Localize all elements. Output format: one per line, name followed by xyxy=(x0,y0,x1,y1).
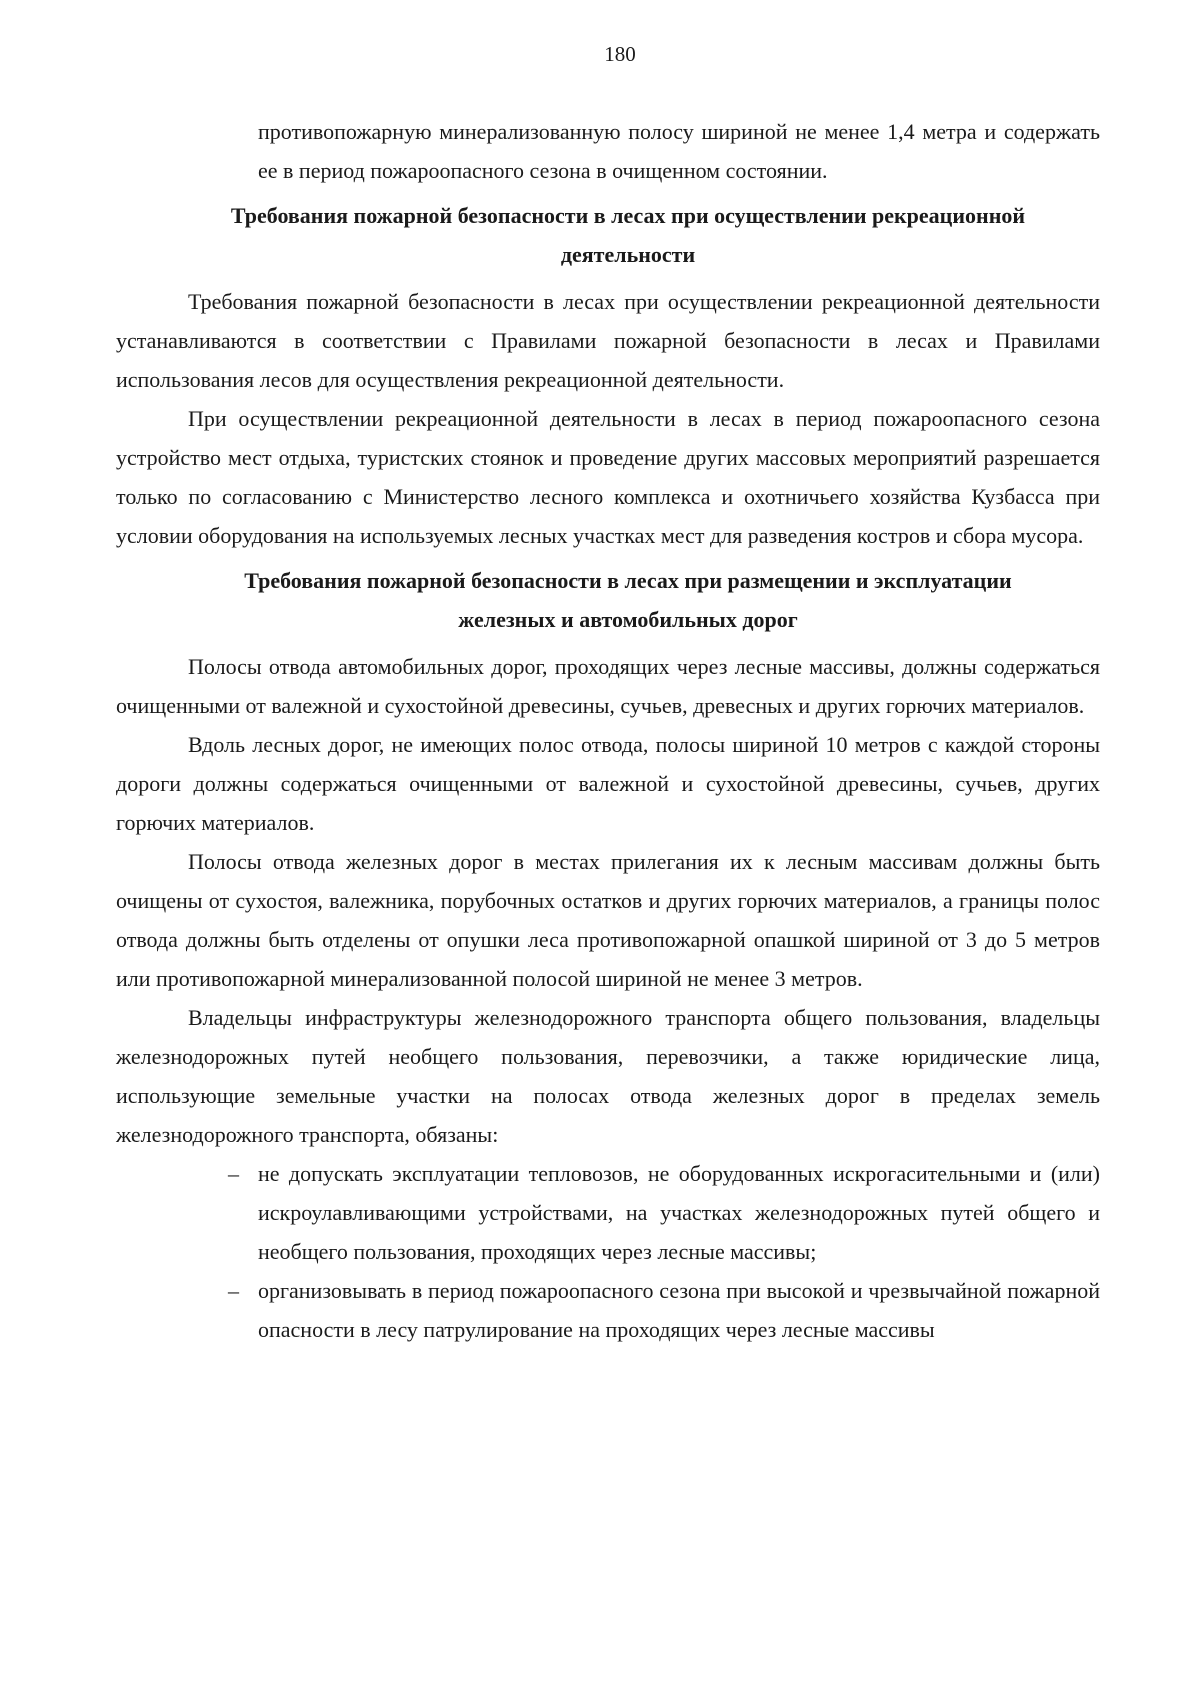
list-item-text: не допускать эксплуатации тепловозов, не оборудованных искрогасительными и (или) искроулавливающими устройствами, на участках железнодорожных путей общего и необщего пользования, проходящих через лесные массивы; xyxy=(258,1161,1100,1264)
paragraph: Полосы отвода железных дорог в местах прилегания их к лесным массивам должны быть очищены от сухостоя, валежника, порубочных остатков и других горючих материалов, а границы полос отвода должны быть отделены от опушки леса противопожарной опашкой шириной от 3 до 5 метров или противопожарной минерализованной полосой шириной не менее 3 метров. xyxy=(116,849,1100,991)
section-heading-line: железных и автомобильных дорог xyxy=(458,607,798,632)
page-content xyxy=(116,112,1100,1349)
list-item xyxy=(116,1154,1100,1271)
paragraph: Вдоль лесных дорог, не имеющих полос отвода, полосы шириной 10 метров с каждой стороны дороги должны содержаться очищенными от валежной и сухостойной древесины, сучьев, других горючих материалов. xyxy=(116,732,1100,835)
paragraph: Полосы отвода автомобильных дорог, проходящих через лесные массивы, должны содержаться очищенными от валежной и сухостойной древесины, сучьев, древесных и других горючих материалов. xyxy=(116,654,1100,718)
section-heading-line: деятельности xyxy=(560,242,696,267)
page-number: 180 xyxy=(604,42,636,66)
list-item-text: организовывать в период пожароопасного сезона при высокой и чрезвычайной пожарной опасности в лесу патрулирование на проходящих через лесные массивы xyxy=(258,1278,1100,1342)
section-heading-line: Требования пожарной безопасности в лесах при размещении и эксплуатации xyxy=(244,568,1012,593)
list-marker: – xyxy=(228,1278,239,1303)
paragraph: Требования пожарной безопасности в лесах при осуществлении рекреационной деятельности устанавливаются в соответствии с Правилами пожарной безопасности в лесах и Правилами использования лесов для осуществления рекреационной деятельности. xyxy=(116,289,1100,392)
continuation-paragraph: противопожарную минерализованную полосу шириной не менее 1,4 метра и содержать ее в период пожароопасного сезона в очищенном состоянии. xyxy=(258,119,1100,183)
list-item xyxy=(116,1271,1100,1349)
section-heading-roads xyxy=(116,561,1100,639)
paragraph: Владельцы инфраструктуры железнодорожного транспорта общего пользования, владельцы железнодорожных путей необщего пользования, перевозчики, а также юридические лица, использующие земельные участки на полосах отвода железных дорог в пределах земель железнодорожного транспорта, обязаны: xyxy=(116,1005,1100,1147)
section-heading-recreation xyxy=(116,196,1100,274)
paragraph: При осуществлении рекреационной деятельности в лесах в период пожароопасного сезона устройство мест отдыха, туристских стоянок и проведение других массовых мероприятий разрешается только по согласованию с Министерство лесного комплекса и охотничьего хозяйства Кузбасса при условии оборудования на используемых лесных участках мест для разведения костров и сбора мусора. xyxy=(116,406,1100,548)
list-marker: – xyxy=(228,1161,239,1186)
obligations-list xyxy=(116,1154,1100,1349)
section-heading-line: Требования пожарной безопасности в лесах при осуществлении рекреационной xyxy=(230,203,1026,228)
